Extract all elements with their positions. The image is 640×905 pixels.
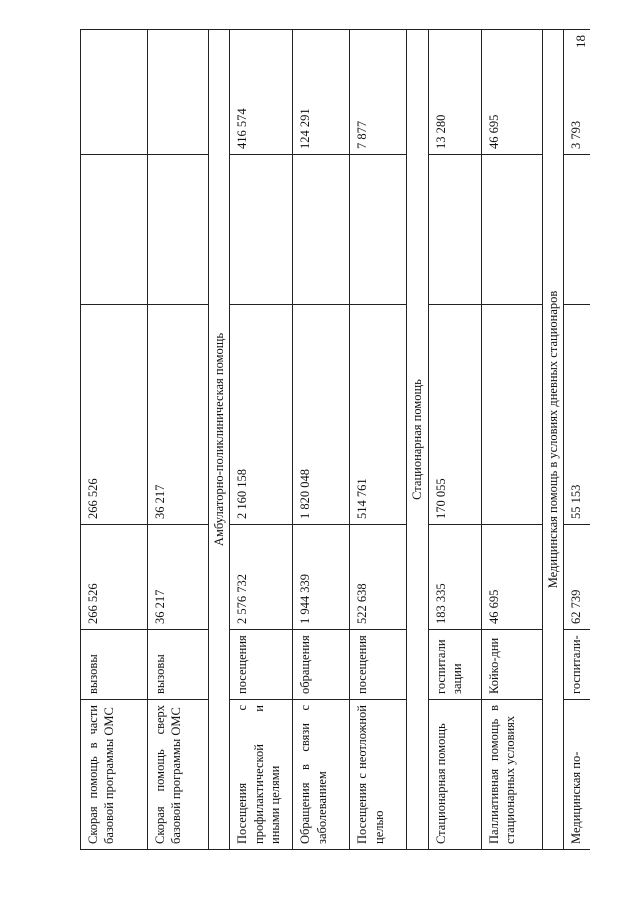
- rotated-table-container: [80, 30, 600, 850]
- row-value: [481, 305, 542, 525]
- table-row: [81, 30, 148, 850]
- medical-care-volume-table: [80, 29, 590, 850]
- row-value: 2 160 158: [230, 305, 293, 525]
- row-total: 46 695: [481, 525, 542, 630]
- row-name: Скорая помощь в части базовой программы ОМС: [81, 700, 148, 850]
- row-total: 522 638: [350, 525, 407, 630]
- row-unit: обращения: [293, 630, 350, 700]
- table-row: [428, 30, 481, 850]
- row-value: [148, 30, 209, 155]
- row-name: Обращения в связи с заболеванием: [293, 700, 350, 850]
- row-total: 2 576 732: [230, 525, 293, 630]
- table-row: [481, 30, 542, 850]
- row-value: 7 877: [350, 30, 407, 155]
- row-total: 62 739: [563, 525, 590, 630]
- row-value: [81, 30, 148, 155]
- row-value: [563, 155, 590, 305]
- row-value: [293, 155, 350, 305]
- row-value: 266 526: [81, 305, 148, 525]
- row-unit: госпитализации: [428, 630, 481, 700]
- row-unit: посещения: [230, 630, 293, 700]
- row-value: [428, 155, 481, 305]
- row-value: [350, 155, 407, 305]
- row-value: 1 820 048: [293, 305, 350, 525]
- table-row: [148, 30, 209, 850]
- section-header-row: [209, 30, 230, 850]
- row-unit: Койко-дни: [481, 630, 542, 700]
- page-number: 18: [573, 35, 588, 48]
- section-stationary: Стационарная помощь: [407, 30, 428, 850]
- row-unit: госпитали-: [563, 630, 590, 700]
- row-value: 514 761: [350, 305, 407, 525]
- row-value: 3 793: [563, 30, 590, 155]
- row-name: Паллиативная помощь в стационарных условиях: [481, 700, 542, 850]
- row-value: [481, 155, 542, 305]
- row-total: 183 335: [428, 525, 481, 630]
- row-name: Стационарная помощь: [428, 700, 481, 850]
- row-value: [148, 155, 209, 305]
- table-row: [350, 30, 407, 850]
- row-name: Посещения с профилактической и иными целями: [230, 700, 293, 850]
- row-value: 13 280: [428, 30, 481, 155]
- row-value: 46 695: [481, 30, 542, 155]
- row-unit: вызовы: [148, 630, 209, 700]
- table-row: [293, 30, 350, 850]
- table-row: [230, 30, 293, 850]
- row-name: Скорая помощь сверх базовой программы ОМС: [148, 700, 209, 850]
- row-name: Посещения с неотложной целью: [350, 700, 407, 850]
- section-header-row: [542, 30, 563, 850]
- row-value: [230, 155, 293, 305]
- row-total: 1 944 339: [293, 525, 350, 630]
- row-unit: вызовы: [81, 630, 148, 700]
- section-day-hospital: Медицинская помощь в условиях дневных стационаров: [542, 30, 563, 850]
- section-header-row: [407, 30, 428, 850]
- row-value: [81, 155, 148, 305]
- section-ambulatory: Амбулаторно-поликлиническая помощь: [209, 30, 230, 850]
- row-total: 266 526: [81, 525, 148, 630]
- row-name: Медицинская по-: [563, 700, 590, 850]
- row-unit: посещения: [350, 630, 407, 700]
- row-value: 36 217: [148, 305, 209, 525]
- row-value: 170 055: [428, 305, 481, 525]
- row-value: 416 574: [230, 30, 293, 155]
- row-value: 55 153: [563, 305, 590, 525]
- row-total: 36 217: [148, 525, 209, 630]
- row-value: 124 291: [293, 30, 350, 155]
- table-row: [563, 30, 590, 850]
